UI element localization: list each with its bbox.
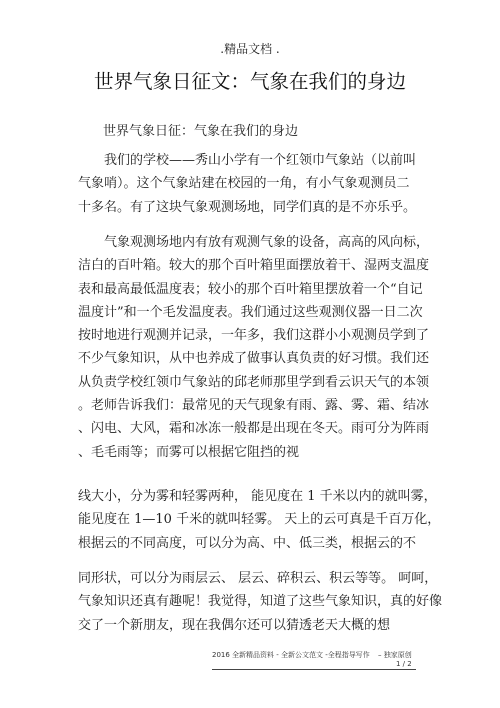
paragraph-2 <box>78 231 430 464</box>
paragraph-3 <box>78 485 441 555</box>
text-line: 洁白的百叶箱。较大的那个百叶箱里面摆放着干、湿两支温度 <box>78 258 430 274</box>
text-line: 气象知识还真有趣呢！我觉得，知道了这些气象知识，真的好像 <box>78 594 443 610</box>
text-line: 十多名。有了这块气象观测场地，同学们真的是不亦乐乎。 <box>78 199 417 215</box>
text-line: 不少气象知识，从中也养成了做事认真负责的好习惯。我们还 <box>78 351 430 367</box>
text-line: 从负责学校红领巾气象站的邱老师那里学到看云识天气的本领 <box>78 374 430 390</box>
document-subtitle: 世界气象日征：气象在我们的身边 <box>103 124 299 139</box>
text-line: 能见度在 1—10 千米的就叫轻雾。 天上的云可真是千百万化， <box>78 512 441 528</box>
text-line: 我们的学校——秀山小学有一个红领巾气象站（以前叫 <box>78 153 417 168</box>
text-line: 根据云的不同高度，可以分为高、中、低三类，根据云的不 <box>78 535 417 551</box>
text-line: 同形状，可以分为雨层云、 层云、碎积云、积云等等。 呵呵， <box>78 571 438 586</box>
footer-text: 2016 全新精品资料 - 全新公文范文 -全程指导写作 <box>212 651 370 659</box>
text-line: 、毛毛雨等；而雾可以根据它阻挡的视 <box>78 444 300 460</box>
footer-divider <box>212 669 416 670</box>
header-mark: .精品文档 . <box>220 42 280 56</box>
text-line: 交了一个新朋友，现在我偶尔还可以猜透老天大概的想 <box>78 617 391 633</box>
document-title: 世界气象日征文：气象在我们的身边 <box>93 70 406 93</box>
text-line: 气象观测场地内有放有观测气象的设备，高高的风向标， <box>78 235 430 250</box>
text-line: 温度计”和一个毛发温度表。我们通过这些观测仪器一日二次 <box>78 304 423 320</box>
text-line: 、闪电、大风，霜和冰冻一般都是出现在冬天。雨可分为阵雨 <box>78 421 430 437</box>
text-line: 按时地进行观测并记录，一年多，我们这群小小观测员学到了 <box>78 328 430 344</box>
paragraph-4 <box>78 567 443 637</box>
paragraph-1 <box>78 149 418 219</box>
text-line: 表和最高最低温度表；较小的那个百叶箱里摆放着一个“自记 <box>78 281 423 297</box>
page-number: 1 / 2 <box>396 660 412 668</box>
footer-right-text: – 独家原创 <box>378 651 412 659</box>
text-line: 。老师告诉我们：最常见的天气现象有雨、露、雾、霜、结冰 <box>78 398 430 414</box>
text-line: 气象哨）。这个气象站建在校园的一角，有小气象观测员二 <box>78 176 410 192</box>
text-line: 线大小，分为雾和轻雾两种， 能见度在 1 千米以内的就叫雾， <box>78 489 437 504</box>
